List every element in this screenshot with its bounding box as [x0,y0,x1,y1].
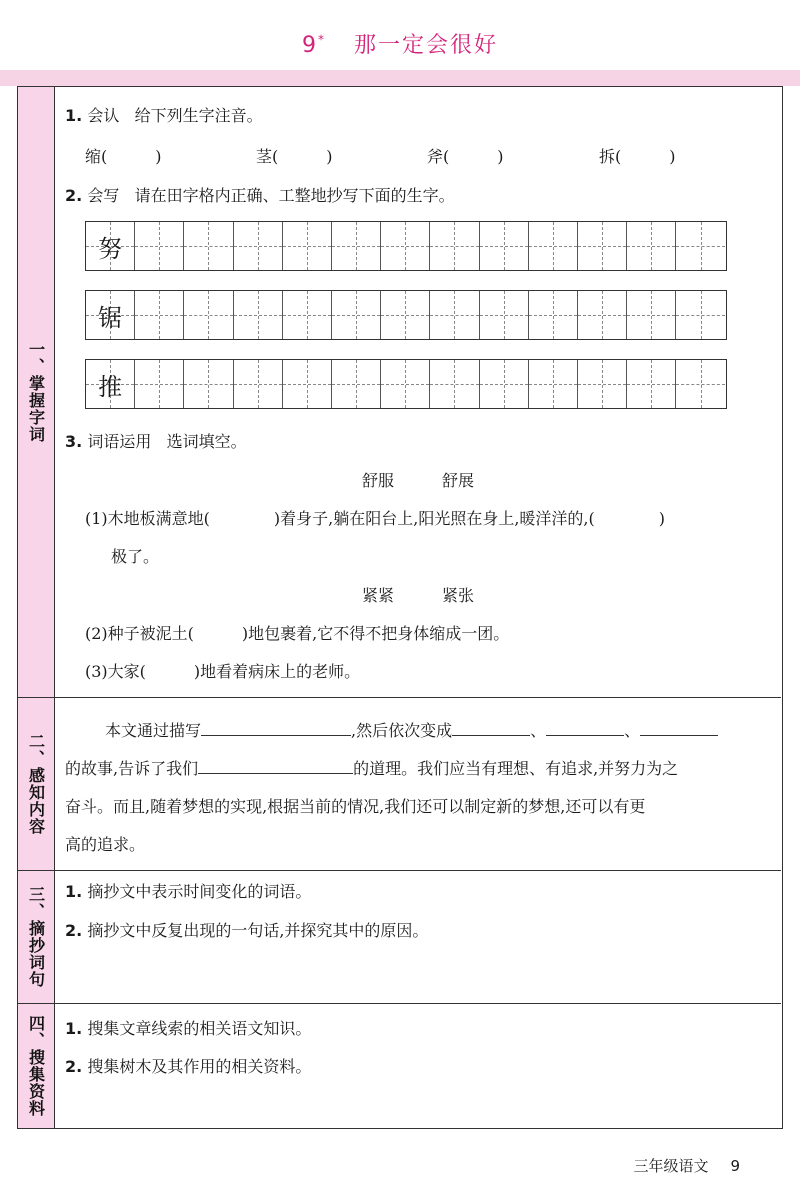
section-vocabulary [18,87,781,698]
worksheet-frame [17,86,783,1129]
page-footer [633,1155,740,1176]
page-number: 9 [730,1157,740,1175]
pinyin-item[interactable]: 茎( ) [256,147,333,166]
fill-sentence[interactable]: (3)大家( )地看着病床上的老师。 [85,662,361,681]
model-character: 锯 [98,303,123,332]
tianzige-row[interactable] [85,221,727,271]
subject-label: 三年级语文 [633,1157,709,1175]
word-choices: 舒服 舒展 [362,471,475,490]
model-character: 努 [98,234,123,263]
section-label: 四、搜集资料 [18,1004,55,1128]
page-title [0,28,800,59]
summary-line-3: 奋斗。而且,随着梦想的实现,根据当前的情况,我们还可以制定新的梦想,还可以有更 [65,797,646,816]
answer-blank[interactable] [546,722,624,736]
word-choices: 紧紧 紧张 [362,586,475,605]
model-character: 推 [98,372,123,401]
tianzige-row[interactable] [85,290,727,340]
answer-blank[interactable] [201,722,351,736]
lesson-title: 那一定会很好 [353,33,498,58]
excerpt-question: 1. 摘抄文中表示时间变化的词语。 [65,882,312,901]
summary-line-1: 本文通过描写 ,然后依次变成 、 、 [105,718,718,741]
section-label: 一、掌握字词 [18,87,55,697]
question-1: 1. 会认 给下列生字注音。 [65,106,263,125]
summary-line-2: 的故事,告诉了我们 的道理。我们应当有理想、有追求,并努力为之 [65,759,679,778]
summary-line-4: 高的追求。 [65,835,146,854]
question-2: 2. 会写 请在田字格内正确、工整地抄写下面的生字。 [65,186,455,205]
lesson-number: 9* [301,32,326,58]
fill-sentence-continued: 极了。 [111,547,160,566]
question-3: 3. 词语运用 选词填空。 [65,432,247,451]
pinyin-item[interactable]: 缩( ) [85,147,162,166]
tianzige-row[interactable] [85,359,727,409]
answer-blank[interactable] [452,722,530,736]
pinyin-item[interactable]: 拆( ) [599,147,676,166]
answer-blank[interactable] [198,760,353,774]
section-comprehension [18,698,781,871]
title-bar [0,70,800,86]
section-research [18,1004,781,1128]
section-label: 二、感知内容 [18,698,55,870]
section-label: 三、摘抄词句 [18,871,55,1003]
answer-blank[interactable] [640,722,718,736]
section-excerpts [18,871,781,1004]
fill-sentence[interactable]: (1)木地板满意地( )着身子,躺在阳台上,阳光照在身上,暖洋洋的,( ) [85,509,665,528]
research-task: 2. 搜集树木及其作用的相关资料。 [65,1057,312,1076]
excerpt-question: 2. 摘抄文中反复出现的一句话,并探究其中的原因。 [65,921,429,940]
research-task: 1. 搜集文章线索的相关语文知识。 [65,1019,312,1038]
pinyin-item[interactable]: 斧( ) [427,147,504,166]
fill-sentence[interactable]: (2)种子被泥土( )地包裹着,它不得不把身体缩成一团。 [85,624,510,643]
